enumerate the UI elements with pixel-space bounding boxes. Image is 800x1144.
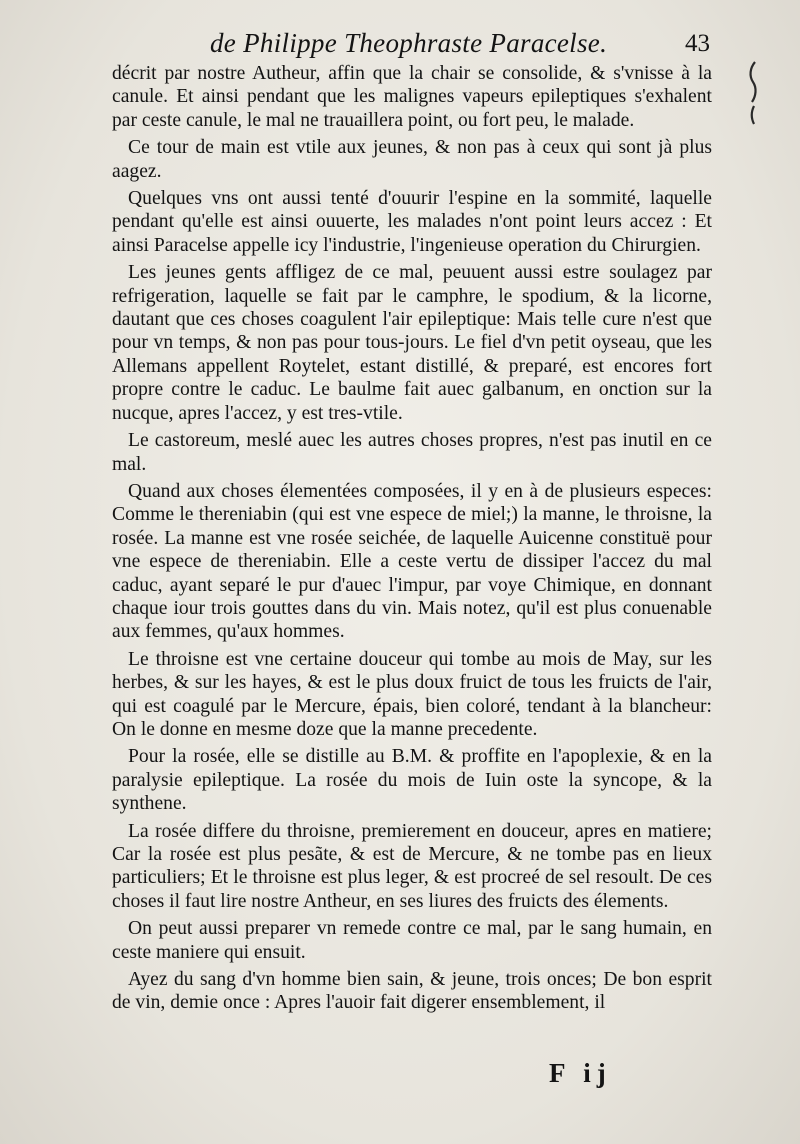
paragraph: Les jeunes gents affligez de ce mal, peuuent aussi estre soulagez par refrigeration, laquelle se fait par le camphre, le spodium, & la licorne, dautant que ces choses coagulent l'air epileptique: Mais telle cure n'est que pour vn temps, & non pas pour tous-jours. Le fiel d'vn petit oyseau, que les Allemans appellent Roytelet, estant distillé, & preparé, est encores fort propre contre le caduc. Le baulme fait auec galbanum, en onction sur la nucque, apres l'accez, y est tres-vtile.: [112, 262, 712, 424]
page-footer: [0, 1058, 800, 1094]
paragraph: Quand aux choses élementées composées, il y en à de plusieurs especes: Comme le thereniabin (qui est vne espece de miel;) la manne, le throisne, la rosée. La manne est vne rosée seichée, de laquelle Auicenne constituë pour vne espece de thereniabin. Elle a ceste vertu de dissiper l'accez du mal caduc, ayant separé le pur d'auec l'impur, par voye Chimique, en donnant chaque iour trois gouttes dans du vin. Mais notez, qu'il est plus conuenable aux femmes, qu'aux hommes.: [112, 480, 712, 643]
page-number: 43: [685, 30, 710, 57]
paragraph: La rosée differe du throisne, premierement en douceur, apres en matiere; Car la rosée est plus pesãte, & est de Mercure, & ne tombe pas en lieux particuliers; Et le throisne est plus leger, & est procreé de sel resoult. De ces choses il faut lire nostre Antheur, en ses liures des fruicts des élements.: [112, 820, 712, 912]
paragraph: On peut aussi preparer vn remede contre ce mal, par le sang humain, en ceste maniere qui ensuit.: [112, 918, 712, 963]
paragraph: Ce tour de main est vtile aux jeunes, & non pas à ceux qui sont jà plus aagez.: [112, 137, 712, 182]
signature-mark: F ij: [549, 1058, 612, 1088]
running-title: de Philippe Theophraste Paracelse.: [210, 28, 608, 58]
paragraph: décrit par nostre Autheur, affin que la chair se consolide, & s'vnisse à la canule. Et ainsi pendant que les malignes vapeurs epileptiques s'exhalent par ceste canule, le mal ne trauaillera point, ou fort peu, le malade.: [112, 63, 712, 131]
paragraph: Le throisne est vne certaine douceur qui tombe au mois de May, sur les herbes, & sur les hayes, & est le plus doux fruict de tous les fruicts de l'air, qui est coagulé par le Mercure, épais, bien coloré, tendant à la blancheur: On le donne en mesme doze que la manne precedente.: [112, 648, 712, 740]
margin-ink-mark: [746, 60, 760, 128]
paragraph: Le castoreum, meslé auec les autres choses propres, n'est pas inutil en ce mal.: [112, 430, 712, 475]
paragraph: Ayez du sang d'vn homme bien sain, & jeune, trois onces; De bon esprit de vin, demie once : Apres l'auoir fait digerer ensemblement, il: [112, 969, 712, 1014]
paragraph: Quelques vns ont aussi tenté d'ouurir l'espine en la sommité, laquelle pendant qu'elle est ainsi ouuerte, les malades n'ont point leurs accez : Et ainsi Paracelse appelle icy l'industrie, l'ingenieuse operation du Chirurgien.: [112, 188, 712, 256]
body-text: [112, 62, 712, 1019]
paragraph: Pour la rosée, elle se distille au B.M. & proffite en l'apoplexie, & en la paralysie epileptique. La rosée du mois de Iuin oste la syncope, & la synthene.: [112, 746, 712, 815]
